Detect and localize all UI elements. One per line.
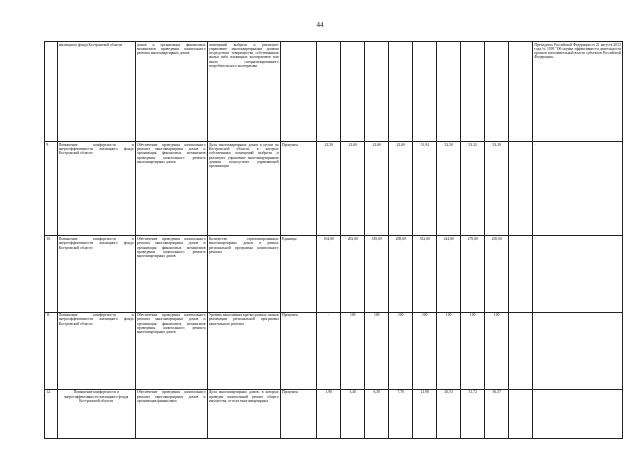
- value-cell: [413, 42, 437, 142]
- indicator-cell: помещений выбрали и реализуют управление многоквартирными домами посредством товарищества собственников жилья либо жилищных кооперативов или иного специализированного потребительского кооператива: [207, 42, 280, 142]
- row-number: 12.: [45, 389, 58, 438]
- unit-cell: Проценты: [280, 389, 317, 438]
- value-cell: 53,30: [485, 142, 509, 236]
- value-cell: 202,00: [341, 236, 365, 312]
- empty-cell: [509, 389, 533, 438]
- value-cell: 51,94: [413, 142, 437, 236]
- value-cell: 104,00: [317, 236, 341, 312]
- goal-cell: жилищного фонда Костромской области: [57, 42, 135, 142]
- value-cell: [437, 42, 461, 142]
- basis-cell: Президента Российской Федерации от 21 августа 2012 года № 1199 "Об оценке эффективности деятельности органов исполнительной власти субъектов Российской Федерации»: [533, 42, 623, 142]
- basis-cell: -: [533, 389, 623, 438]
- value-cell: 100: [341, 312, 365, 389]
- value-cell: 3,40: [341, 389, 365, 438]
- value-cell: 7,70: [389, 389, 413, 438]
- basis-cell: -: [533, 312, 623, 389]
- row-number: 9.: [45, 142, 58, 236]
- table-row: [45, 236, 623, 312]
- task-cell: Обеспечение проведения капитального ремонта многоквартирных домов и организация финансовых механизмов проведения капитального ремонта многоквартирных домов: [135, 142, 207, 236]
- empty-cell: [509, 142, 533, 236]
- value-cell: 352,00: [413, 236, 437, 312]
- task-cell: Обеспечение проведения капитального ремонта многоквартирных домов и организация финансовых механизмов проведения капитального ремонта многоквартирных домов: [135, 312, 207, 389]
- basis-cell: -: [533, 236, 623, 312]
- task-cell: Обеспечение проведения капитального ремонта многоквартирных домов и организация финансовых: [135, 389, 207, 438]
- row-number: [45, 42, 58, 142]
- row-number: 11.: [45, 312, 58, 389]
- goal-cell: Повышение комфортности и энергоэффективности жилищного фонда Костромской области: [57, 236, 135, 312]
- indicators-table: [44, 41, 623, 439]
- page-number: 44: [316, 21, 324, 29]
- unit-cell: Проценты: [280, 312, 317, 389]
- value-cell: 22,50: [317, 142, 341, 236]
- value-cell: 250,00: [485, 236, 509, 312]
- value-cell: 244,00: [437, 236, 461, 312]
- row-number: 10.: [45, 236, 58, 312]
- task-cell: Обеспечение проведения капитального ремонта многоквартирных домов и организация финансовых механизмов проведения капитального ремонта многоквартирных домов: [135, 236, 207, 312]
- value-cell: 22,60: [341, 142, 365, 236]
- unit-cell: Проценты: [280, 142, 317, 236]
- value-cell: 100: [389, 312, 413, 389]
- value-cell: 1,90: [317, 389, 341, 438]
- indicator-cell: Доля многоквартирных домов, в которых проведен капитальный ремонт общего имущества, от всех многоквартирных: [207, 389, 280, 438]
- value-cell: 21,98: [413, 389, 437, 438]
- value-cell: 279,00: [461, 236, 485, 312]
- value-cell: [341, 42, 365, 142]
- value-cell: [365, 42, 389, 142]
- task-cell: домов и организация финансовых механизмов проведения капитального ремонта многоквартирных домов: [135, 42, 207, 142]
- goal-cell: Повышение комфортности и энергоэффективности жилищного фонда Костромской области: [57, 142, 135, 236]
- value-cell: 100: [365, 312, 389, 389]
- value-cell: 6,30: [365, 389, 389, 438]
- empty-cell: [509, 312, 533, 389]
- value-cell: 22,60: [389, 142, 413, 236]
- value-cell: -: [317, 312, 341, 389]
- empty-cell: [509, 42, 533, 142]
- value-cell: [317, 42, 341, 142]
- value-cell: 100: [437, 312, 461, 389]
- value-cell: 100: [461, 312, 485, 389]
- indicator-cell: Доля многоквартирных домов в целом по Костромской области, в которых собственники помещений выбрали и реализуют управление многоквартирными домами посредством управляющей организации: [207, 142, 280, 236]
- value-cell: 36,37: [485, 389, 509, 438]
- indicator-cell: Количество отремонтированных многоквартирных домов в рамках региональной программы капитального ремонта: [207, 236, 280, 312]
- value-cell: [485, 42, 509, 142]
- value-cell: [461, 42, 485, 142]
- unit-cell: Единицы: [280, 236, 317, 312]
- value-cell: 26,53: [437, 389, 461, 438]
- value-cell: 100: [485, 312, 509, 389]
- unit-cell: [280, 42, 317, 142]
- table-row: [45, 42, 623, 142]
- basis-cell: -: [533, 142, 623, 236]
- value-cell: 100: [413, 312, 437, 389]
- value-cell: 52,50: [437, 142, 461, 236]
- table-row: [45, 389, 623, 438]
- indicator-cell: Уровень выполнения краткосрочных планов реализации региональной программы капитального ремонта: [207, 312, 280, 389]
- table-row: [45, 312, 623, 389]
- value-cell: 31,72: [461, 389, 485, 438]
- table-row: [45, 142, 623, 236]
- empty-cell: [509, 236, 533, 312]
- value-cell: 288,00: [389, 236, 413, 312]
- goal-cell: Повышение комфортности и энергоэффективности жилищного фонда Костромской области: [57, 389, 135, 438]
- value-cell: 22,60: [365, 142, 389, 236]
- value-cell: [389, 42, 413, 142]
- goal-cell: Повышение комфортности и энергоэффективности жилищного фонда Костромской области: [57, 312, 135, 389]
- value-cell: 339,00: [365, 236, 389, 312]
- value-cell: 53,32: [461, 142, 485, 236]
